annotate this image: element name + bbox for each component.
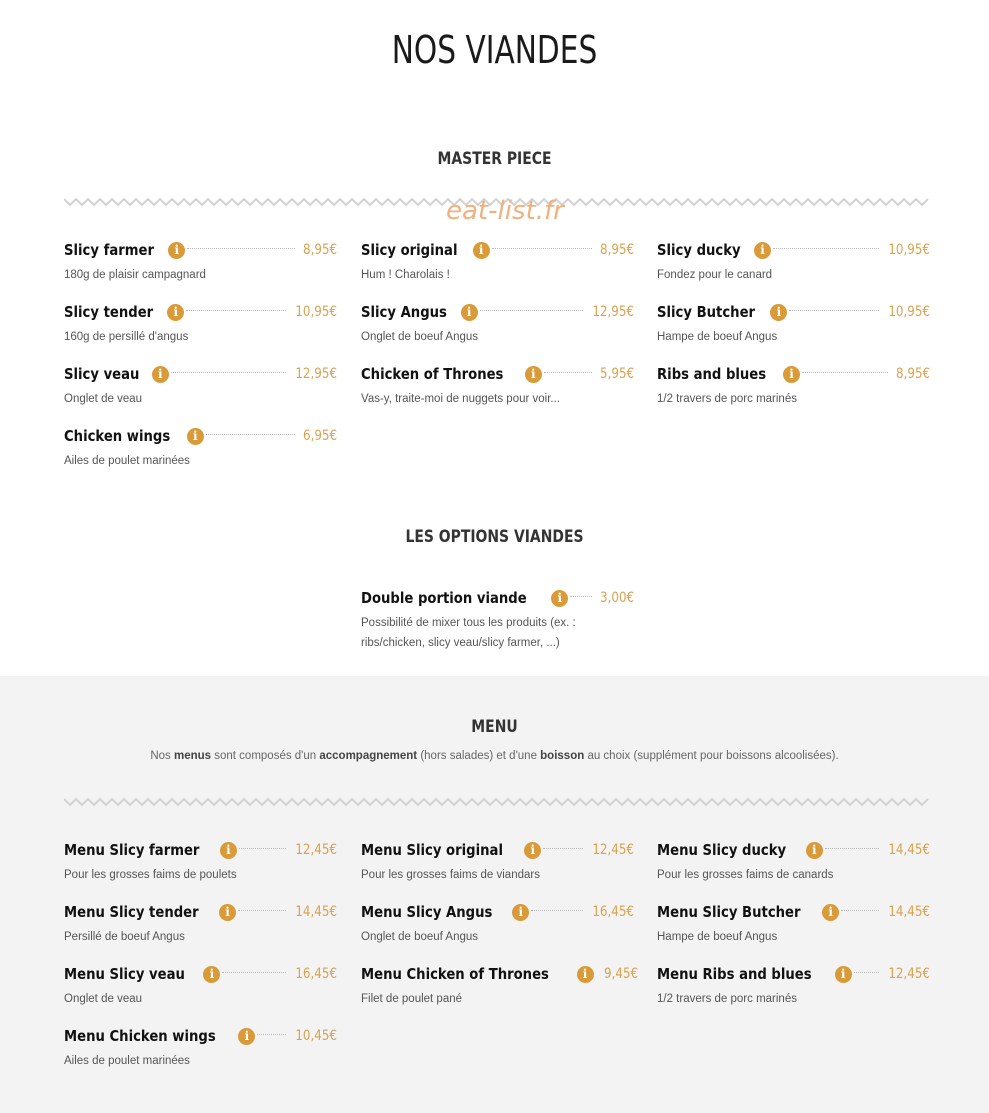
dot-leader: [570, 596, 592, 597]
menu-item-slicy-farmer[interactable]: [64, 240, 337, 285]
item-price: 16,45€: [592, 904, 634, 920]
info-icon[interactable]: i: [203, 966, 220, 983]
item-name: Menu Chicken wings: [64, 1027, 216, 1045]
item-name: Slicy ducky: [657, 241, 741, 259]
dot-leader: [239, 848, 286, 849]
item-description: Hum ! Charolais !: [361, 269, 450, 281]
menu-item-slicy-tender[interactable]: [64, 302, 337, 347]
dot-leader: [206, 434, 295, 435]
item-price: 10,95€: [888, 242, 930, 258]
dot-leader: [531, 910, 583, 911]
item-price: 10,95€: [888, 304, 930, 320]
section-title-options: LES OPTIONS VIANDES: [405, 527, 584, 547]
item-price: 14,45€: [888, 904, 930, 920]
item-name: Slicy Butcher: [657, 303, 756, 321]
info-icon[interactable]: i: [512, 904, 529, 921]
menu-item-slicy-veau[interactable]: [64, 364, 337, 409]
menu-item-menu-slicy-farmer[interactable]: [64, 840, 337, 885]
info-icon[interactable]: i: [168, 242, 185, 259]
item-description: Pour les grosses faims de viandars: [361, 869, 540, 881]
menu-item-chicken-wings[interactable]: [64, 426, 337, 471]
dot-leader: [543, 848, 583, 849]
menu-item-menu-ribs-and-blues[interactable]: [657, 964, 930, 1009]
dot-leader: [773, 248, 879, 249]
menu-item-menu-slicy-angus[interactable]: [361, 902, 634, 947]
info-icon[interactable]: i: [835, 966, 852, 983]
item-price: 12,45€: [592, 842, 634, 858]
section-title-master-piece: MASTER PIECE: [437, 149, 552, 169]
item-name: Menu Chicken of Thrones: [361, 965, 549, 983]
item-price: 9,45€: [603, 966, 638, 982]
dot-leader: [480, 310, 583, 311]
dot-leader: [222, 972, 286, 973]
dot-leader: [854, 972, 879, 973]
item-name: Menu Slicy veau: [64, 965, 185, 983]
item-description: Pour les grosses faims de poulets: [64, 869, 237, 881]
dot-leader: [825, 848, 879, 849]
menu-item-chicken-of-thrones[interactable]: [361, 364, 634, 409]
item-description: 180g de plaisir campagnard: [64, 269, 206, 281]
item-name: Slicy original: [361, 241, 458, 259]
section-title-menu: MENU: [471, 717, 518, 737]
item-description: Pour les grosses faims de canards: [657, 869, 834, 881]
item-description: Hampe de boeuf Angus: [657, 331, 778, 343]
menu-item-slicy-original[interactable]: [361, 240, 634, 285]
item-name: Ribs and blues: [657, 365, 767, 383]
dot-leader: [789, 310, 879, 311]
item-price: 6,95€: [302, 428, 337, 444]
dot-leader: [257, 1034, 286, 1035]
dot-leader: [187, 248, 295, 249]
info-icon[interactable]: i: [525, 366, 542, 383]
item-name: Menu Ribs and blues: [657, 965, 812, 983]
item-price: 8,95€: [895, 366, 930, 382]
page-title: NOS VIANDES: [391, 28, 598, 72]
dot-leader: [802, 372, 888, 373]
item-name: Chicken wings: [64, 427, 171, 445]
item-description: Persillé de boeuf Angus: [64, 931, 185, 943]
item-price: 14,45€: [295, 904, 337, 920]
item-name: Menu Slicy tender: [64, 903, 199, 921]
item-description: Vas-y, traite-moi de nuggets pour voir...: [361, 393, 560, 405]
info-icon[interactable]: i: [238, 1028, 255, 1045]
menu-item-ribs-and-blues[interactable]: [657, 364, 930, 409]
item-name: Double portion viande: [361, 589, 527, 607]
info-icon[interactable]: i: [167, 304, 184, 321]
item-description: Onglet de veau: [64, 993, 143, 1005]
menu-item-slicy-butcher[interactable]: [657, 302, 930, 347]
item-price: 5,95€: [599, 366, 634, 382]
item-description: Possibilité de mixer tous les produits (ex. : ribs/chicken, slicy veau/slicy farmer, ...): [361, 617, 576, 649]
info-icon[interactable]: i: [461, 304, 478, 321]
item-price: 3,00€: [599, 590, 634, 606]
menu-item-slicy-ducky[interactable]: [657, 240, 930, 285]
watermark: eat-list.fr: [446, 196, 564, 226]
item-price: 10,95€: [295, 304, 337, 320]
item-description: Ailes de poulet marinées: [64, 1055, 190, 1067]
info-icon[interactable]: i: [577, 966, 594, 983]
dot-leader: [171, 372, 286, 373]
menu-item-slicy-angus[interactable]: [361, 302, 634, 347]
item-name: Chicken of Thrones: [361, 365, 504, 383]
item-price: 12,95€: [295, 366, 337, 382]
item-description: Onglet de boeuf Angus: [361, 931, 479, 943]
info-icon[interactable]: i: [754, 242, 771, 259]
dot-leader: [186, 310, 286, 311]
item-price: 8,95€: [599, 242, 634, 258]
menu-item-menu-slicy-butcher[interactable]: [657, 902, 930, 947]
item-name: Menu Slicy Butcher: [657, 903, 801, 921]
dot-leader: [492, 248, 592, 249]
item-price: 10,45€: [295, 1028, 337, 1044]
item-description: 1/2 travers de porc marinés: [657, 993, 797, 1005]
item-name: Slicy tender: [64, 303, 154, 321]
menu-item-menu-chicken-wings[interactable]: [64, 1026, 337, 1071]
item-description: Filet de poulet pané: [361, 993, 463, 1005]
info-icon[interactable]: i: [152, 366, 169, 383]
info-icon[interactable]: i: [822, 904, 839, 921]
item-name: Slicy farmer: [64, 241, 154, 259]
item-name: Slicy veau: [64, 365, 140, 383]
item-name: Menu Slicy ducky: [657, 841, 787, 859]
item-name: Menu Slicy farmer: [64, 841, 200, 859]
menu-item-menu-chicken-of-thrones[interactable]: [361, 964, 638, 1009]
zigzag-divider: [64, 797, 930, 807]
info-icon[interactable]: i: [219, 904, 236, 921]
item-description: Hampe de boeuf Angus: [657, 931, 778, 943]
item-description: Onglet de veau: [64, 393, 143, 405]
item-name: Menu Slicy original: [361, 841, 503, 859]
item-name: Menu Slicy Angus: [361, 903, 493, 921]
menu-note: Nos menus sont composés d'un accompagnement (hors salades) et d'une boisson au choix (supplément pour boissons alcoolisées).: [150, 750, 839, 762]
info-icon[interactable]: i: [783, 366, 800, 383]
info-icon[interactable]: i: [187, 428, 204, 445]
menu-item-double-portion-viande[interactable]: [361, 588, 634, 653]
info-icon[interactable]: i: [220, 842, 237, 859]
item-price: 12,45€: [295, 842, 337, 858]
menu-item-menu-slicy-original[interactable]: [361, 840, 634, 885]
item-price: 12,45€: [888, 966, 930, 982]
menu-item-menu-slicy-ducky[interactable]: [657, 840, 930, 885]
dot-leader: [544, 372, 592, 373]
item-description: Fondez pour le canard: [657, 269, 773, 281]
item-description: 1/2 travers de porc marinés: [657, 393, 797, 405]
info-icon[interactable]: i: [551, 590, 568, 607]
menu-item-menu-slicy-tender[interactable]: [64, 902, 337, 947]
dot-leader: [841, 910, 879, 911]
dot-leader: [238, 910, 286, 911]
info-icon[interactable]: i: [806, 842, 823, 859]
item-price: 8,95€: [302, 242, 337, 258]
item-price: 14,45€: [888, 842, 930, 858]
info-icon[interactable]: i: [473, 242, 490, 259]
item-price: 16,45€: [295, 966, 337, 982]
item-description: 160g de persillé d'angus: [64, 331, 189, 343]
info-icon[interactable]: i: [524, 842, 541, 859]
item-name: Slicy Angus: [361, 303, 447, 321]
item-price: 12,95€: [592, 304, 634, 320]
menu-item-menu-slicy-veau[interactable]: [64, 964, 337, 1009]
info-icon[interactable]: i: [770, 304, 787, 321]
item-description: Ailes de poulet marinées: [64, 455, 190, 467]
item-description: Onglet de boeuf Angus: [361, 331, 479, 343]
